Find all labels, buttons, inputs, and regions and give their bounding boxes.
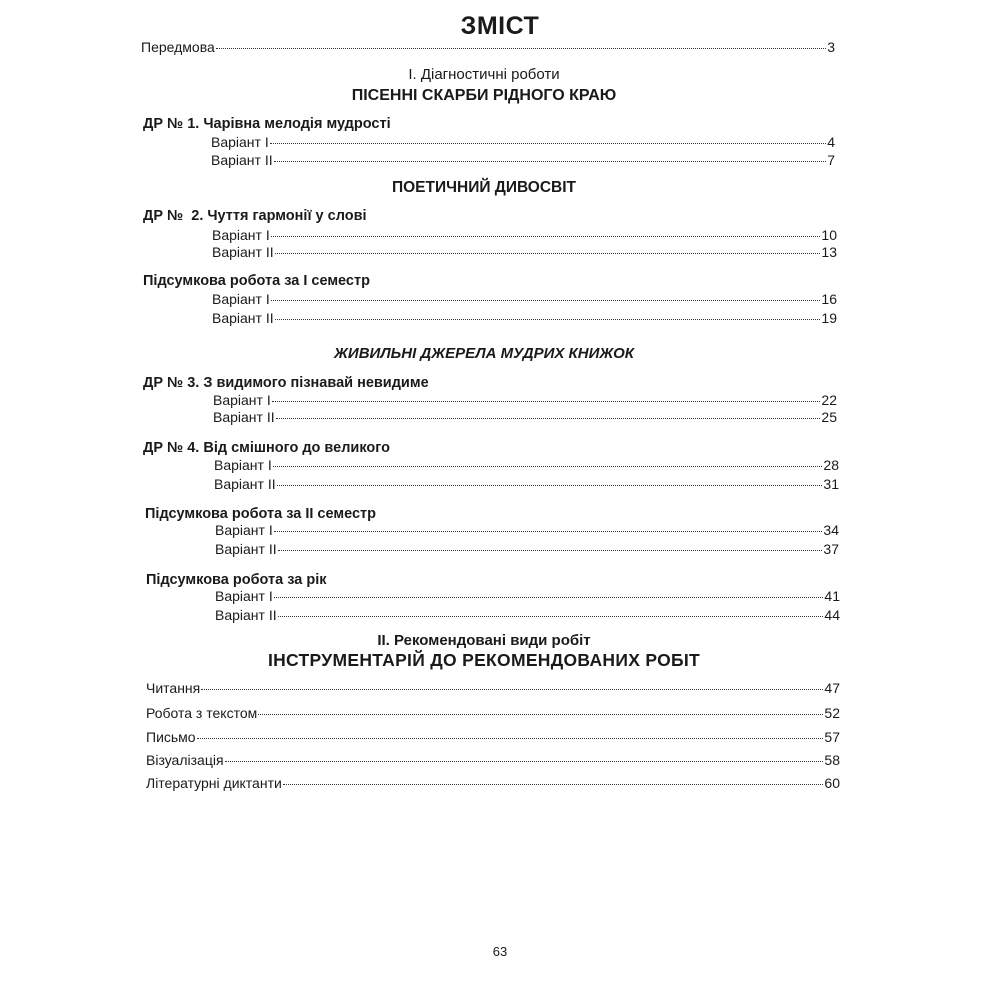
toc-entry-text-work bbox=[146, 705, 840, 723]
toc-entry bbox=[211, 134, 835, 152]
dot-leader bbox=[270, 143, 826, 144]
entry-label: Варіант ІІ bbox=[212, 244, 274, 260]
entry-label: Варіант ІІ bbox=[212, 310, 274, 326]
dot-leader bbox=[216, 48, 826, 49]
entry-label: Візуалізація bbox=[146, 752, 224, 768]
entry-page: 31 bbox=[823, 476, 839, 492]
entry-label: Робота з текстом bbox=[146, 705, 258, 721]
dot-leader bbox=[271, 300, 821, 301]
chapter-title: Підсумкова робота за рік bbox=[146, 572, 327, 588]
toc-entry bbox=[212, 291, 837, 309]
chapter-title: Підсумкова робота за І семестр bbox=[143, 273, 370, 289]
entry-label: Передмова bbox=[141, 39, 215, 55]
dot-leader bbox=[273, 466, 823, 467]
dot-leader bbox=[274, 597, 824, 598]
dot-leader bbox=[201, 689, 823, 690]
entry-label: Читання bbox=[146, 680, 201, 696]
chapter-title: ДР № 2. Чуття гармонії у слові bbox=[143, 208, 367, 224]
toc-entry bbox=[212, 310, 837, 328]
page-number: 63 bbox=[492, 944, 508, 959]
entry-label: Письмо bbox=[146, 729, 196, 745]
dot-leader bbox=[225, 761, 824, 762]
entry-label: Варіант І bbox=[214, 457, 272, 473]
dot-leader bbox=[275, 319, 821, 320]
toc-entry-reading bbox=[146, 680, 840, 698]
dot-leader bbox=[283, 784, 824, 785]
toc-entry bbox=[212, 244, 837, 262]
dot-leader bbox=[278, 616, 824, 617]
entry-page: 19 bbox=[821, 310, 837, 326]
entry-label: Варіант ІІ bbox=[215, 541, 277, 557]
chapter-title: Підсумкова робота за ІІ семестр bbox=[145, 506, 376, 522]
dot-leader bbox=[277, 485, 823, 486]
entry-page: 28 bbox=[823, 457, 839, 473]
entry-label: Варіант ІІ bbox=[213, 409, 275, 425]
entry-label: Варіант ІІ bbox=[215, 607, 277, 623]
dot-leader bbox=[275, 253, 821, 254]
entry-label: Варіант І bbox=[211, 134, 269, 150]
section-heading: ІНСТРУМЕНТАРІЙ ДО РЕКОМЕНДОВАНИХ РОБІТ bbox=[267, 650, 701, 670]
entry-page: 41 bbox=[824, 588, 840, 604]
entry-page: 3 bbox=[827, 39, 835, 55]
entry-page: 52 bbox=[824, 705, 840, 721]
toc-entry-dictations bbox=[146, 775, 840, 793]
entry-page: 4 bbox=[827, 134, 835, 150]
entry-page: 10 bbox=[821, 227, 837, 243]
entry-page: 58 bbox=[824, 752, 840, 768]
toc-entry bbox=[215, 607, 840, 625]
part-2-heading: ІІ. Рекомендовані види робіт bbox=[377, 632, 591, 649]
dot-leader bbox=[274, 161, 827, 162]
toc-entry bbox=[212, 227, 837, 245]
entry-page: 47 bbox=[824, 680, 840, 696]
entry-label: Літературні диктанти bbox=[146, 775, 282, 791]
toc-entry bbox=[215, 522, 839, 540]
chapter-title: ДР № 3. З видимого пізнавай невидиме bbox=[143, 375, 429, 391]
toc-entry bbox=[214, 476, 839, 494]
toc-entry-writing bbox=[146, 729, 840, 747]
dot-leader bbox=[274, 531, 823, 532]
dot-leader bbox=[278, 550, 823, 551]
chapter-title: ДР № 4. Від смішного до великого bbox=[143, 440, 390, 456]
part-1-heading: І. Діагностичні роботи bbox=[408, 66, 560, 83]
page-title: ЗМІСТ bbox=[460, 12, 540, 40]
dot-leader bbox=[271, 236, 821, 237]
entry-page: 60 bbox=[824, 775, 840, 791]
entry-page: 44 bbox=[824, 607, 840, 623]
section-heading: ПОЕТИЧНИЙ ДИВОСВІТ bbox=[391, 179, 577, 196]
entry-page: 7 bbox=[827, 152, 835, 168]
entry-page: 25 bbox=[821, 409, 837, 425]
entry-label: Варіант ІІ bbox=[214, 476, 276, 492]
entry-label: Варіант І bbox=[212, 291, 270, 307]
entry-page: 57 bbox=[824, 729, 840, 745]
entry-page: 13 bbox=[821, 244, 837, 260]
entry-label: Варіант І bbox=[212, 227, 270, 243]
entry-label: Варіант І bbox=[215, 588, 273, 604]
dot-leader bbox=[276, 418, 821, 419]
toc-entry-visualization bbox=[146, 752, 840, 770]
toc-entry-preface bbox=[141, 39, 835, 57]
dot-leader bbox=[197, 738, 824, 739]
toc-entry bbox=[211, 152, 835, 170]
toc-entry bbox=[215, 588, 840, 606]
toc-entry bbox=[213, 392, 837, 410]
dot-leader bbox=[272, 401, 821, 402]
entry-page: 34 bbox=[823, 522, 839, 538]
toc-entry bbox=[215, 541, 839, 559]
entry-page: 37 bbox=[823, 541, 839, 557]
entry-page: 16 bbox=[821, 291, 837, 307]
section-heading: ПІСЕННІ СКАРБИ РІДНОГО КРАЮ bbox=[351, 87, 617, 104]
entry-label: Варіант І bbox=[215, 522, 273, 538]
section-heading: ЖИВИЛЬНІ ДЖЕРЕЛА МУДРИХ КНИЖОК bbox=[334, 345, 634, 362]
entry-page: 22 bbox=[821, 392, 837, 408]
toc-entry bbox=[213, 409, 837, 427]
dot-leader bbox=[258, 714, 823, 715]
entry-label: Варіант ІІ bbox=[211, 152, 273, 168]
chapter-title: ДР № 1. Чарівна мелодія мудрості bbox=[143, 116, 391, 132]
toc-entry bbox=[214, 457, 839, 475]
entry-label: Варіант І bbox=[213, 392, 271, 408]
